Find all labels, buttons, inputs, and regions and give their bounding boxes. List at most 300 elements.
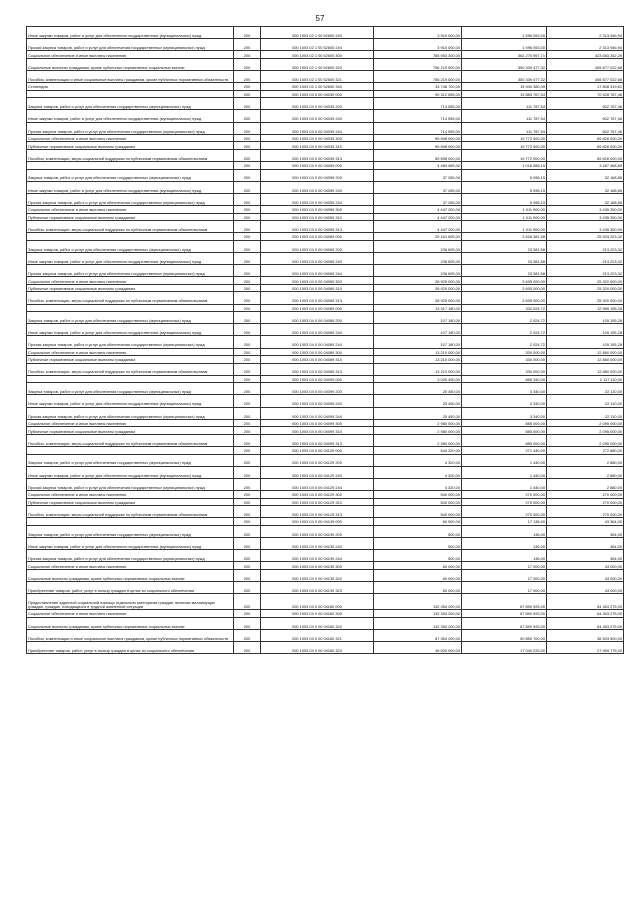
row-name-cell: Прочая закупка товаров, работ и услуг для обеспечения государственных (муниципальных) нужд [27, 478, 234, 490]
row-approved-cell: 89 598 000,00 [374, 134, 462, 142]
row-executed-cell: 50 850 700,00 [462, 629, 547, 641]
row-classifier-cell: 000 1003 02 1 00 52600 340 [261, 83, 374, 91]
row-remaining-cell: 27 959 775,00 [547, 642, 624, 654]
row-name-cell [27, 375, 234, 383]
row-name-cell: Прочая закупка товаров, работ и услуг для обеспечения государственных (муниципальных) нужд [27, 193, 234, 205]
row-classifier-cell: 000 1003 04 0 00 04099 200 [261, 383, 374, 395]
row-classifier-cell: 000 1003 04 0 00 04099 244 [261, 407, 374, 419]
row-classifier-cell: 000 1003 04 0 00 04039 200 [261, 98, 374, 110]
row-name-cell: Иные закупки товаров, работ и услуг для обеспечения государственных (муниципальных) нужд [27, 27, 234, 39]
row-classifier-cell: 000 1003 04 0 00 04059 000 [261, 162, 374, 170]
row-approved-cell: 25 450,00 [374, 407, 462, 419]
row-remaining-cell: 69 826 000,00 [547, 134, 624, 142]
row-remaining-cell: 105 155,28 [547, 312, 624, 324]
row-code-cell: 200 [234, 610, 261, 618]
row-name-cell: Публичные нормативные социальные выплаты гражданам [27, 284, 234, 292]
row-code-cell: 200 [234, 617, 261, 629]
row-approved-cell: 500,00 [374, 550, 462, 562]
row-name-cell: Пособия, компенсации, меры социальной поддержки по публичным нормативным обязательствам [27, 434, 234, 446]
row-executed-cell: 5 096,15 [462, 169, 547, 181]
row-name-cell: Социальное обеспечение и иные выплаты населению [27, 491, 234, 499]
row-code-cell: 200 [234, 134, 261, 142]
row-approved-cell: 3 910 000,00 [374, 27, 462, 39]
row-code-cell: 200 [234, 292, 261, 304]
row-code-cell: 200 [234, 348, 261, 356]
row-approved-cell: 13 210 000,00 [374, 348, 462, 356]
row-approved-cell: 37 265,00 [374, 169, 462, 181]
row-code-cell: 200 [234, 213, 261, 221]
table-row [27, 233, 624, 241]
row-code-cell: 200 [234, 395, 261, 407]
row-name-cell: Прочая закупка товаров, работ и услуг для обеспечения государственных (муниципальных) нужд [27, 407, 234, 419]
row-classifier-cell: 000 1003 04 0 00 04039 310 [261, 142, 374, 150]
row-classifier-cell: 000 1003 04 0 00 04139 244 [261, 550, 374, 562]
row-code-cell: 200 [234, 193, 261, 205]
table-row [27, 213, 624, 221]
row-name-cell: Социальное обеспечение и иные выплаты населению [27, 419, 234, 427]
table-row [27, 336, 624, 348]
row-remaining-cell: 423 683 342,29 [547, 51, 624, 59]
row-code-cell: 200 [234, 110, 261, 122]
row-code-cell: 200 [234, 71, 261, 83]
row-remaining-cell: 25 320 000,00 [547, 292, 624, 304]
row-classifier-cell: 000 1003 04 0 00 04059 244 [261, 193, 374, 205]
row-classifier-cell: 000 1003 04 0 00 04039 300 [261, 134, 374, 142]
table-row [27, 134, 624, 142]
table-row [27, 642, 624, 654]
row-executed-cell: 885 000,00 [462, 434, 547, 446]
table-row [27, 407, 624, 419]
row-remaining-cell: 405 877 022,68 [547, 58, 624, 70]
row-executed-cell: 19 772 000,00 [462, 134, 547, 142]
row-classifier-cell: 000 1003 04 0 00 04139 300 [261, 562, 374, 570]
row-approved-cell: 60 000,00 [374, 582, 462, 594]
row-classifier-cell: 000 1003 04 0 00 04129 310 [261, 498, 374, 506]
row-name-cell: Прочая закупка товаров, работ и услуг для обеспечения государственных (муниципальных) нужд [27, 39, 234, 51]
row-approved-cell: 132 354 200,00 [374, 594, 462, 610]
row-code-cell: 200 [234, 466, 261, 478]
row-code-cell: 200 [234, 594, 261, 610]
row-remaining-cell: 12 880 000,00 [547, 363, 624, 375]
row-approved-cell: 28 925 000,00 [374, 277, 462, 285]
row-executed-cell: 350 339 477,32 [462, 71, 547, 83]
row-approved-cell: 107 180,00 [374, 324, 462, 336]
row-name-cell: Публичные нормативные социальные выплаты гражданам [27, 213, 234, 221]
row-name-cell: Социальное обеспечение и иные выплаты населению [27, 206, 234, 214]
row-remaining-cell: 270 000,00 [547, 498, 624, 506]
row-classifier-cell: 000 1003 04 0 00 04039 000 [261, 90, 374, 98]
table-row [27, 324, 624, 336]
row-name-cell: Пособия, компенсации, меры социальной поддержки по публичным нормативным обязательствам [27, 221, 234, 233]
row-classifier-cell: 000 1003 04 0 00 04099 240 [261, 395, 374, 407]
row-approved-cell: 13 317 180,00 [374, 304, 462, 312]
row-code-cell: 200 [234, 142, 261, 150]
table-row [27, 569, 624, 581]
row-name-cell: Социальные выплаты гражданам, кроме публичных нормативных социальных выплат [27, 617, 234, 629]
table-row [27, 284, 624, 292]
row-code-cell: 200 [234, 478, 261, 490]
row-code-cell: 200 [234, 312, 261, 324]
row-approved-cell: 132 354 200,00 [374, 617, 462, 629]
row-remaining-cell: 2 880,00 [547, 478, 624, 490]
row-remaining-cell: 2 880,00 [547, 466, 624, 478]
table-row [27, 110, 624, 122]
row-remaining-cell: 32 168,85 [547, 181, 624, 193]
row-remaining-cell: 25 320 000,00 [547, 284, 624, 292]
row-name-cell: Публичные нормативные социальные выплаты гражданам [27, 142, 234, 150]
row-classifier-cell: 000 1003 04 0 00 04129 200 [261, 454, 374, 466]
row-approved-cell: 2 980 000,00 [374, 419, 462, 427]
row-classifier-cell: 000 1003 04 0 00 04089 240 [261, 324, 374, 336]
row-classifier-cell: 000 1003 04 0 00 04129 000 [261, 447, 374, 455]
row-name-cell: Социальные выплаты гражданам, кроме публичных нормативных социальных выплат [27, 569, 234, 581]
row-classifier-cell: 000 1003 04 0 00 04139 240 [261, 537, 374, 549]
row-executed-cell: 15 940 380,39 [462, 83, 547, 91]
row-name-cell: Пособия, компенсации, меры социальной поддержки по публичным нормативным обязательствам [27, 149, 234, 161]
row-executed-cell: 5 096,15 [462, 181, 547, 193]
row-executed-cell: 67 890 925,00 [462, 617, 547, 629]
row-remaining-cell: 12 880 000,00 [547, 356, 624, 364]
row-remaining-cell: 2 313 946,94 [547, 27, 624, 39]
row-approved-cell: 107 180,00 [374, 336, 462, 348]
row-name-cell: Прочая закупка товаров, работ и услуг для обеспечения государственных (муниципальных) нужд [27, 122, 234, 134]
row-executed-cell: 23 381,58 [462, 265, 547, 277]
row-executed-cell: 3 605 000,00 [462, 292, 547, 304]
row-approved-cell: 13 210 000,00 [374, 363, 462, 375]
table-row [27, 169, 624, 181]
row-approved-cell: 60 000,00 [374, 569, 462, 581]
row-classifier-cell: 000 1003 04 0 00 04069 000 [261, 233, 374, 241]
row-approved-cell: 60 500,00 [374, 518, 462, 526]
row-classifier-cell: 000 1003 04 0 00 04099 310 [261, 427, 374, 435]
row-remaining-cell: 69 826 000,00 [547, 149, 624, 161]
table-row [27, 356, 624, 364]
row-approved-cell: 107 180,00 [374, 312, 462, 324]
row-code-cell: 200 [234, 252, 261, 264]
row-name-cell: Иные закупки товаров, работ и услуг для обеспечения государственных (муниципальных) нужд [27, 324, 234, 336]
row-name-cell: Публичные нормативные социальные выплаты гражданам [27, 427, 234, 435]
row-classifier-cell: 000 1003 04 0 00 04129 313 [261, 506, 374, 518]
row-code-cell: 200 [234, 277, 261, 285]
row-name-cell: Прочая закупка товаров, работ и услуг для обеспечения государственных (муниципальных) нужд [27, 265, 234, 277]
row-code-cell: 200 [234, 419, 261, 427]
row-approved-cell: 714 555,00 [374, 122, 462, 134]
row-remaining-cell: 270 000,00 [547, 491, 624, 499]
row-approved-cell: 2 980 000,00 [374, 427, 462, 435]
table-row [27, 265, 624, 277]
row-classifier-cell: 000 1003 04 0 00 04160 323 [261, 642, 374, 654]
row-classifier-cell: 000 1003 02 1 00 52600 320 [261, 58, 374, 70]
row-code-cell: 200 [234, 498, 261, 506]
row-classifier-cell: 000 1003 04 0 00 04099 300 [261, 419, 374, 427]
row-code-cell: 200 [234, 284, 261, 292]
table-row [27, 71, 624, 83]
row-remaining-cell: 32 168,85 [547, 169, 624, 181]
row-code-cell: 200 [234, 169, 261, 181]
row-remaining-cell: 2 095 000,00 [547, 427, 624, 435]
row-executed-cell: 1 596 053,00 [462, 39, 547, 51]
row-code-cell: 200 [234, 149, 261, 161]
table-row [27, 518, 624, 526]
table-row [27, 375, 624, 383]
table-row [27, 447, 624, 455]
row-remaining-cell: 22 110,00 [547, 395, 624, 407]
row-classifier-cell: 000 1003 02 1 00 52600 244 [261, 39, 374, 51]
row-code-cell: 200 [234, 434, 261, 446]
row-name-cell: Закупка товаров, работ и услуг для обеспечения государственных (муниципальных) нужд [27, 525, 234, 537]
row-code-cell: 200 [234, 206, 261, 214]
row-name-cell: Публичные нормативные социальные выплаты гражданам [27, 356, 234, 364]
row-executed-cell: 362 270 957,71 [462, 51, 547, 59]
table-row [27, 304, 624, 312]
row-classifier-cell: 000 1003 04 0 00 04059 313 [261, 221, 374, 233]
row-remaining-cell: 2 880,00 [547, 454, 624, 466]
row-approved-cell: 3 910 000,00 [374, 39, 462, 51]
row-approved-cell: 756 219 500,00 [374, 71, 462, 83]
table-row [27, 27, 624, 39]
row-classifier-cell: 000 1003 04 0 00 04059 300 [261, 206, 374, 214]
row-remaining-cell: 3 435 300,00 [547, 213, 624, 221]
row-executed-cell: 17 000,00 [462, 582, 547, 594]
table-row [27, 206, 624, 214]
row-name-cell: Предоставление адресной социальной помощи отдельным категориям граждан, включая малоимущих граждан, граждан, находящихся в трудной жизненной ситуации [27, 594, 234, 610]
table-row [27, 292, 624, 304]
row-code-cell: 200 [234, 83, 261, 91]
table-row [27, 312, 624, 324]
table-row [27, 277, 624, 285]
row-classifier-cell: 000 1003 04 0 00 04160 320 [261, 617, 374, 629]
row-code-cell: 200 [234, 233, 261, 241]
row-executed-cell: 3 340,00 [462, 395, 547, 407]
row-classifier-cell: 000 1003 04 0 00 04039 313 [261, 149, 374, 161]
row-remaining-cell: 2 117 110,00 [547, 375, 624, 383]
row-executed-cell: 3 628 381,58 [462, 233, 547, 241]
row-classifier-cell: 000 1003 04 0 00 04160 300 [261, 610, 374, 618]
table-row [27, 434, 624, 446]
table-row [27, 498, 624, 506]
row-executed-cell: 3 340,00 [462, 383, 547, 395]
row-remaining-cell: 17 808 319,61 [547, 83, 624, 91]
row-executed-cell: 136,00 [462, 550, 547, 562]
row-classifier-cell: 000 1003 04 0 00 04139 323 [261, 582, 374, 594]
row-approved-cell: 540 000,00 [374, 498, 462, 506]
row-remaining-cell: 25 320 000,00 [547, 277, 624, 285]
row-classifier-cell: 000 1003 04 0 00 04059 310 [261, 213, 374, 221]
table-row [27, 506, 624, 518]
table-row [27, 252, 624, 264]
row-name-cell: Пособия, компенсации, меры социальной поддержки по публичным нормативным обязательствам [27, 363, 234, 375]
row-remaining-cell: 2 095 000,00 [547, 434, 624, 446]
table-row [27, 466, 624, 478]
row-classifier-cell: 000 1003 04 0 00 04099 000 [261, 375, 374, 383]
row-name-cell: Иные закупки товаров, работ и услуг для обеспечения государственных (муниципальных) нужд [27, 466, 234, 478]
row-code-cell: 200 [234, 506, 261, 518]
row-code-cell: 200 [234, 363, 261, 375]
row-name-cell: Прочая закупка товаров, работ и услуг для обеспечения государственных (муниципальных) нужд [27, 336, 234, 348]
row-remaining-cell: 32 168,85 [547, 193, 624, 205]
row-remaining-cell: 105 155,28 [547, 336, 624, 348]
row-remaining-cell: 22 110,00 [547, 383, 624, 395]
row-classifier-cell: 000 1003 04 0 00 04139 200 [261, 525, 374, 537]
row-remaining-cell: 3 435 300,00 [547, 221, 624, 233]
row-name-cell: Иные закупки товаров, работ и услуг для обеспечения государственных (муниципальных) нужд [27, 110, 234, 122]
row-executed-cell: 1 011 900,00 [462, 206, 547, 214]
row-executed-cell: 270 000,00 [462, 491, 547, 499]
row-executed-cell: 330 000,00 [462, 348, 547, 356]
table-row [27, 162, 624, 170]
row-code-cell: 200 [234, 221, 261, 233]
row-approved-cell: 500,00 [374, 537, 462, 549]
row-approved-cell: 2 980 000,00 [374, 434, 462, 446]
table-row [27, 610, 624, 618]
row-approved-cell: 89 598 000,00 [374, 149, 462, 161]
row-executed-cell: 5 096,15 [462, 193, 547, 205]
row-code-cell: 200 [234, 447, 261, 455]
row-remaining-cell: 405 877 022,68 [547, 71, 624, 83]
row-approved-cell: 540 000,00 [374, 506, 462, 518]
row-executed-cell: 23 381,58 [462, 240, 547, 252]
budget-table [26, 26, 624, 654]
table-row [27, 58, 624, 70]
row-remaining-cell: 3 435 300,00 [547, 206, 624, 214]
row-name-cell: Пособия, компенсации и иные социальные выплаты гражданам, кроме публичных нормативных обязательств [27, 629, 234, 641]
row-code-cell: 200 [234, 324, 261, 336]
row-approved-cell: 714 555,00 [374, 98, 462, 110]
row-approved-cell: 37 265,00 [374, 193, 462, 205]
row-classifier-cell: 000 1003 04 0 00 04129 244 [261, 478, 374, 490]
row-remaining-cell: 43 000,00 [547, 569, 624, 581]
row-code-cell: 200 [234, 336, 261, 348]
row-remaining-cell: 364,00 [547, 550, 624, 562]
row-approved-cell: 45 000 000,00 [374, 642, 462, 654]
row-remaining-cell: 213 223,32 [547, 252, 624, 264]
row-executed-cell: 885 000,00 [462, 427, 547, 435]
row-classifier-cell: 000 1003 04 0 00 04069 200 [261, 240, 374, 252]
row-executed-cell: 1 440,00 [462, 454, 547, 466]
row-code-cell: 200 [234, 27, 261, 39]
row-approved-cell: 87 354 200,00 [374, 629, 462, 641]
row-remaining-cell: 25 533 223,32 [547, 233, 624, 241]
page-number: 57 [315, 14, 325, 23]
row-remaining-cell: 36 503 500,00 [547, 629, 624, 641]
row-name-cell: Социальное обеспечение и иные выплаты населению [27, 51, 234, 59]
row-name-cell: Закупка товаров, работ и услуг для обеспечения государственных (муниципальных) нужд [27, 312, 234, 324]
row-remaining-cell: 364,00 [547, 537, 624, 549]
row-approved-cell: 540 000,00 [374, 491, 462, 499]
row-remaining-cell: 70 428 787,46 [547, 90, 624, 98]
row-remaining-cell: 272 880,00 [547, 447, 624, 455]
table-row [27, 83, 624, 91]
row-approved-cell: 3 005 450,00 [374, 375, 462, 383]
row-executed-cell: 2 024,72 [462, 336, 547, 348]
row-approved-cell: 4 447 200,00 [374, 213, 462, 221]
row-name-cell: Иные закупки товаров, работ и услуг для обеспечения государственных (муниципальных) нужд [27, 395, 234, 407]
row-name-cell: Закупка товаров, работ и услуг для обеспечения государственных (муниципальных) нужд [27, 169, 234, 181]
row-name-cell: Стипендии [27, 83, 234, 91]
row-executed-cell: 136,00 [462, 537, 547, 549]
row-approved-cell: 29 161 605,00 [374, 233, 462, 241]
row-classifier-cell: 000 1003 02 1 00 52600 321 [261, 71, 374, 83]
row-name-cell: Иные закупки товаров, работ и услуг для обеспечения государственных (муниципальных) нужд [27, 252, 234, 264]
row-name-cell: Иные закупки товаров, работ и услуг для обеспечения государственных (муниципальных) нужд [27, 181, 234, 193]
row-executed-cell: 1 011 900,00 [462, 213, 547, 221]
row-executed-cell: 330 000,00 [462, 363, 547, 375]
row-executed-cell: 136,00 [462, 525, 547, 537]
row-classifier-cell: 000 1003 04 0 00 04039 244 [261, 122, 374, 134]
table-row [27, 122, 624, 134]
row-remaining-cell: 602 767,46 [547, 122, 624, 134]
table-row [27, 617, 624, 629]
table-row [27, 142, 624, 150]
row-approved-cell: 4 484 465,00 [374, 162, 462, 170]
row-code-cell: 200 [234, 90, 261, 98]
row-executed-cell: 888 340,00 [462, 375, 547, 383]
row-executed-cell: 3 605 000,00 [462, 277, 547, 285]
row-approved-cell: 13 210 000,00 [374, 356, 462, 364]
row-name-cell [27, 162, 234, 170]
row-approved-cell: 236 605,00 [374, 240, 462, 252]
row-code-cell: 200 [234, 427, 261, 435]
row-code-cell: 200 [234, 525, 261, 537]
row-name-cell: Социальное обеспечение и иные выплаты населению [27, 610, 234, 618]
row-executed-cell: 330 000,00 [462, 356, 547, 364]
table-row [27, 525, 624, 537]
table-row [27, 149, 624, 161]
row-name-cell: Закупка товаров, работ и услуг для обеспечения государственных (муниципальных) нужд [27, 98, 234, 110]
row-code-cell: 200 [234, 518, 261, 526]
row-name-cell: Социальные выплаты гражданам, кроме публичных нормативных социальных выплат [27, 58, 234, 70]
row-remaining-cell: 22 110,00 [547, 407, 624, 419]
row-classifier-cell: 000 1003 04 0 00 04069 313 [261, 292, 374, 304]
row-code-cell: 200 [234, 569, 261, 581]
row-approved-cell: 33 748 700,00 [374, 83, 462, 91]
row-remaining-cell: 43 364,00 [547, 518, 624, 526]
row-remaining-cell: 2 095 000,00 [547, 419, 624, 427]
row-name-cell: Публичные нормативные социальные выплаты гражданам [27, 498, 234, 506]
row-code-cell: 200 [234, 562, 261, 570]
table-row [27, 419, 624, 427]
row-classifier-cell: 000 1003 04 0 00 04089 313 [261, 363, 374, 375]
row-classifier-cell: 000 1003 02 1 00 52600 240 [261, 27, 374, 39]
row-name-cell: Пособия, компенсации, меры социальной поддержки по публичным нормативным обязательствам [27, 292, 234, 304]
row-approved-cell: 544 320,00 [374, 447, 462, 455]
row-code-cell: 200 [234, 240, 261, 252]
row-remaining-cell: 12 985 155,28 [547, 304, 624, 312]
table-row [27, 478, 624, 490]
row-name-cell [27, 90, 234, 98]
table-row [27, 491, 624, 499]
row-code-cell: 200 [234, 375, 261, 383]
row-code-cell: 200 [234, 491, 261, 499]
row-executed-cell: 332 024,72 [462, 304, 547, 312]
row-approved-cell: 756 219 500,00 [374, 58, 462, 70]
row-code-cell: 200 [234, 39, 261, 51]
row-classifier-cell: 000 1003 04 0 00 04059 240 [261, 181, 374, 193]
row-executed-cell: 2 024,72 [462, 312, 547, 324]
row-name-cell: Прочая закупка товаров, работ и услуг для обеспечения государственных (муниципальных) нужд [27, 550, 234, 562]
row-name-cell: Закупка товаров, работ и услуг для обеспечения государственных (муниципальных) нужд [27, 454, 234, 466]
table-row [27, 193, 624, 205]
row-classifier-cell: 000 1003 04 0 00 04160 321 [261, 629, 374, 641]
row-executed-cell: 270 000,00 [462, 506, 547, 518]
row-classifier-cell: 000 1003 04 0 00 04089 310 [261, 356, 374, 364]
row-approved-cell: 37 265,00 [374, 181, 462, 193]
row-classifier-cell: 000 1003 04 0 00 04069 300 [261, 277, 374, 285]
row-executed-cell: 23 381,58 [462, 252, 547, 264]
table-row [27, 98, 624, 110]
row-executed-cell: 111 787,54 [462, 122, 547, 134]
table-row [27, 363, 624, 375]
